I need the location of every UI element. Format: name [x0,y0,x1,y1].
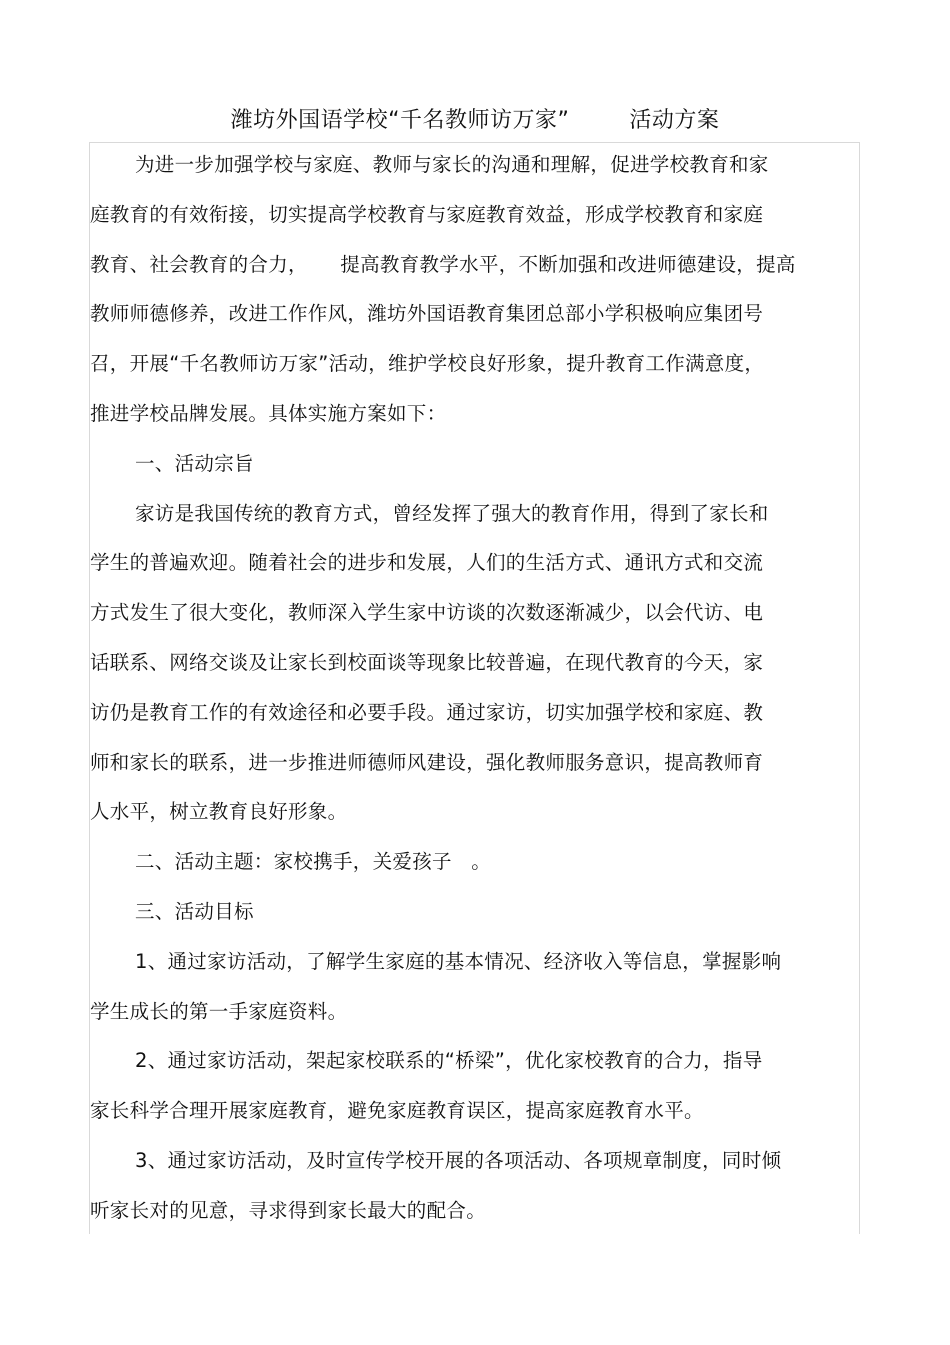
section-heading-theme: 二、活动主题：家校携手，关爱孩子 。 [135,850,492,874]
paragraph-line-3: 教育、社会教育的合力， 提高教育教学水平，不断加强和改进师德建设，提高 [90,252,796,276]
document-body [90,148,830,1244]
goal-item-1-line-2: 学生成长的第一手家庭资料。 [90,999,348,1023]
goal-item-1-line-1: 1、通过家访活动，了解学生家庭的基本情况、经济收入等信息，掌握影响 [135,949,782,973]
paragraph-line-6: 推进学校品牌发展。具体实施方案如下： [90,401,447,425]
goal-item-3-line-1: 3、通过家访活动，及时宣传学校开展的各项活动、各项规章制度，同时倾 [135,1148,782,1172]
paragraph-line-12: 访仍是教育工作的有效途径和必要手段。通过家访，切实加强学校和家庭、教 [90,700,764,724]
paragraph-line-4: 教师师德修养，改进工作作风，潍坊外国语教育集团总部小学积极响应集团号 [90,302,764,326]
paragraph-line-1: 为进一步加强学校与家庭、教师与家长的沟通和理解，促进学校教育和家 [135,153,769,176]
paragraph-line-5: 召，开展“千名教师访万家”活动，维护学校良好形象，提升教育工作满意度， [90,352,765,376]
paragraph-line-8: 家访是我国传统的教育方式，曾经发挥了强大的教育作用，得到了家长和 [135,501,769,525]
paragraph-line-2: 庭教育的有效衔接，切实提高学校教育与家庭教育效益，形成学校教育和家庭 [90,202,764,226]
paragraph-line-13: 师和家长的联系，进一步推进师德师风建设，强化教师服务意识，提高教师育 [90,750,764,774]
document-title: 潍坊外国语学校“千名教师访万家” 活动方案 [230,108,720,133]
goal-item-2-line-1: 2、通过家访活动，架起家校联系的“桥梁”，优化家校教育的合力，指导 [135,1049,763,1073]
paragraph-line-9: 学生的普遍欢迎。随着社会的进步和发展，人们的生活方式、通讯方式和交流 [90,551,764,575]
paragraph-line-10: 方式发生了很大变化，教师深入学生家中访谈的次数逐渐减少，以会代访、电 [90,601,764,625]
section-heading-goals: 三、活动目标 [135,899,254,923]
section-heading-purpose: 一、活动宗旨 [135,451,254,475]
paragraph-line-14: 人水平，树立教育良好形象。 [90,800,348,824]
paragraph-line-11: 话联系、网络交谈及让家长到校面谈等现象比较普遍，在现代教育的今天，家 [90,650,764,674]
goal-item-3-line-2: 听家长对的见意，寻求得到家长最大的配合。 [90,1198,487,1222]
goal-item-2-line-2: 家长科学合理开展家庭教育，避免家庭教育误区，提高家庭教育水平。 [90,1099,704,1123]
